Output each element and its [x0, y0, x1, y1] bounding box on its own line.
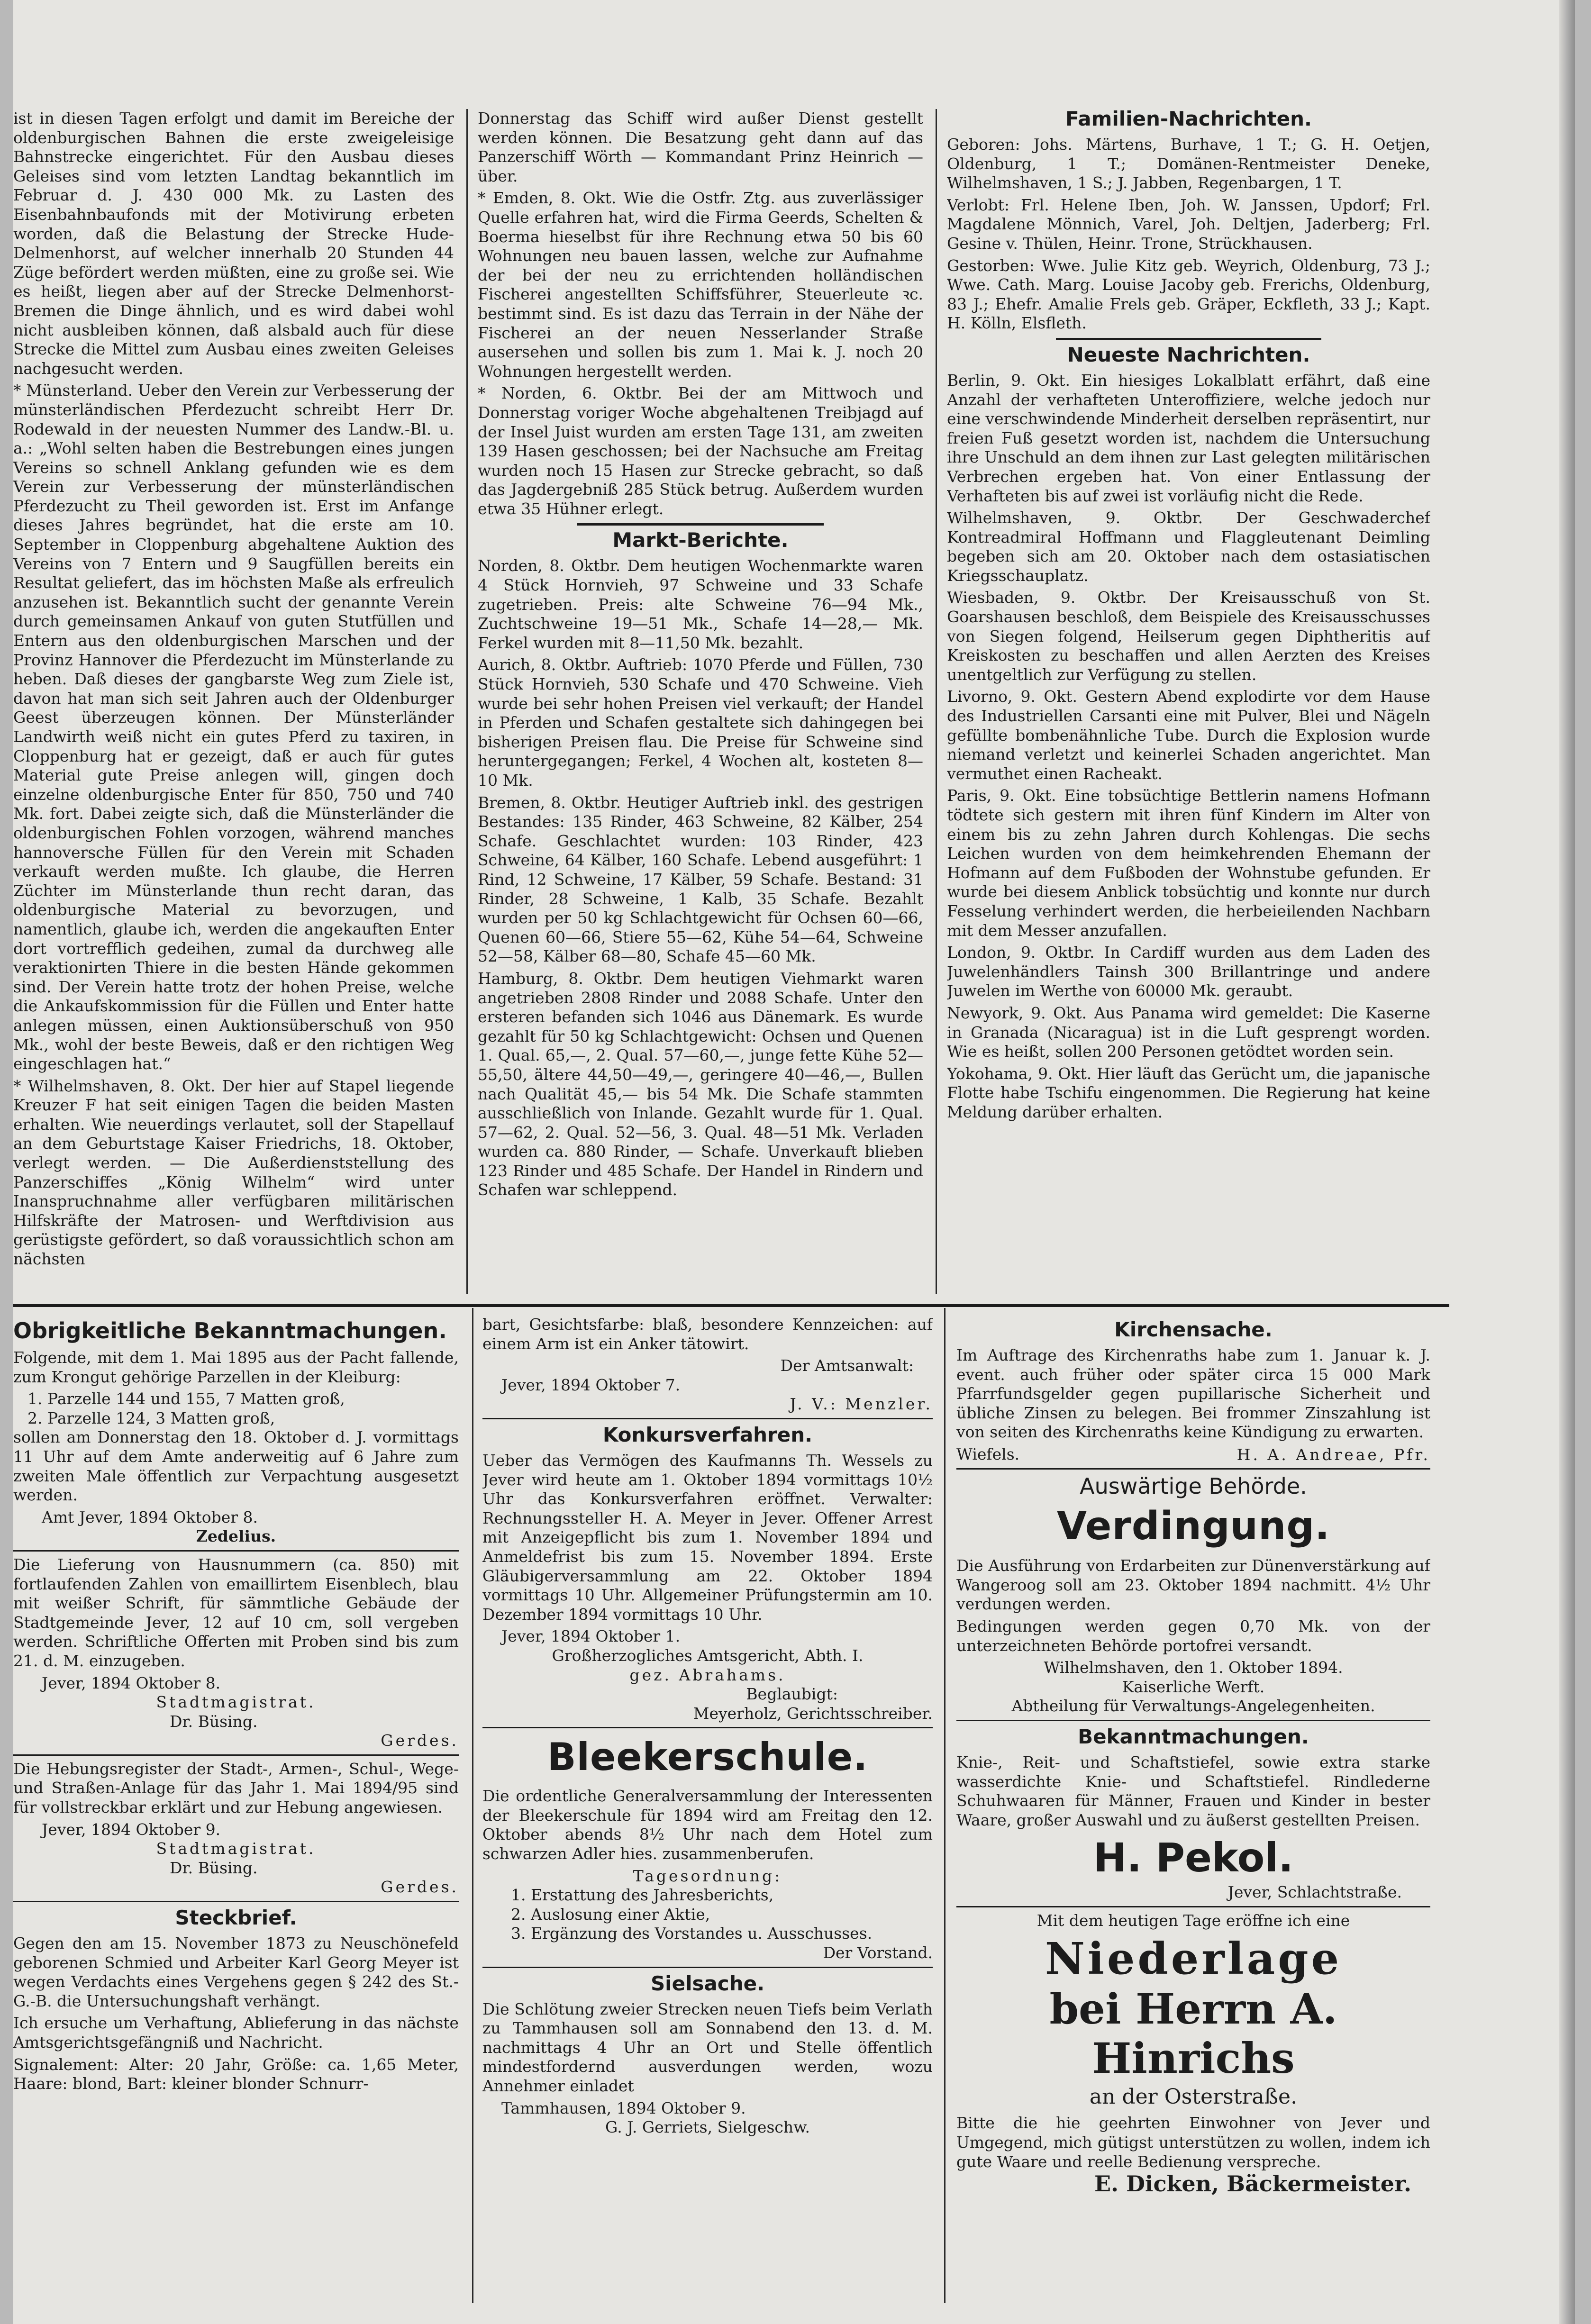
- ad-rule: [956, 1720, 1430, 1721]
- bekanntmachungen-heading: Bekanntmachungen.: [1078, 1725, 1309, 1748]
- sielsache-text: Die Schlötung zweier Strecken neuen Tiefs beim Verlath zu Tammhausen soll am Sonnabend den 13. d. M. nachmittags 4 Uhr an Ort und Stelle öffentlich mindestfordernd ausverdungen werden, wozu Annehmer einladet: [482, 1999, 933, 2095]
- tagesordnung-1: 1. Erstattung des Jahresberichts,: [511, 1886, 774, 1905]
- column-1: [13, 109, 454, 1294]
- column-divider: [936, 109, 937, 1294]
- gerdes-2: Gerdes.: [381, 1878, 459, 1897]
- ads-column-3: [956, 1315, 1430, 2310]
- ads-separator: [13, 1304, 1449, 1307]
- signature-menzler: J. V.: Menzler.: [790, 1395, 933, 1414]
- ad-rule: [482, 1418, 933, 1419]
- signature-abrahams: gez. Abrahams.: [629, 1665, 786, 1684]
- markt-berichte-heading: Markt-Berichte.: [612, 528, 789, 552]
- article-muensterland: * Münsterland. Ueber den Verein zur Verbesserung der münsterländischen Pferdezucht schreibt Herr Dr. Rodewald in der neuesten Nummer des Landw.-Bl. u. a.: „Wohl selten haben die Bestrebungen eines jungen Vereins so schnell Anklang gefunden wie es dem Verein zur Verbesserung der münsterländischen Pferdezucht zu Theil geworden ist. Erst im Anfange dieses Jahres begründet, hat die erste am 10. September in Cloppenburg abgehaltene Auktion des Vereins von 7 Entern und 9 Saugfüllen bereits ein Resultat geliefert, das im höchsten Maße als erfreulich anzusehen ist. Bekanntlich sucht der genannte Verein durch gemeinsamen Ankauf von guten Stutfüllen und Entern aus den oldenburgischen Marschen und der Provinz Hannover die Pferdezucht im Münsterlande zu heben. Daß dieses der gangbarste Weg zum Ziele ist, davon hat man sich seit Jahren auch der Oldenburger Geest überzeugen können. Der Münsterländer Landwirth weiß nicht ein gutes Pferd zu taxiren, in Cloppenburg hat er gezeigt, daß er auch für gutes Material gute Preise anlegen will, gingen doch einzelne oldenburgische Enter für 850, 750 und 740 Mk. fort. Dabei zeigte sich, daß die Münsterländer die oldenburgischen Fohlen vorzogen, während manches hannoversche Füllen für den Verein mit Schaden verkauft werden mußte. Ich glaube, die Herren Züchter im Münsterlande thun recht daran, das oldenburgische Material zu bevorzugen, und namentlich, glaube ich, werden die angekauften Enter dort vortrefflich gedeihen, zumal da durchweg alle veraktionirten Thiere in die besten Hände gekommen sind. Der Verein hatte trotz der hohen Preise, welche die Ankaufskommission für die Füllen und Enter hatte anlegen müssen, einen Auktionsüberschuß von 950 Mk., wohl der beste Beweis, daß er den richtigen Weg eingeschlagen hat.“: [13, 381, 454, 1073]
- article-emden: * Emden, 8. Okt. Wie die Ostfr. Ztg. aus zuverlässiger Quelle erfahren hat, wird die Firma Geerds, Schelten & Boerma hieselbst für ihre Rechnung etwa 50 bis 60 Wohnungen neu bauen lassen, welche zur Aufnahme der bei der neu zu errichtenden holländischen Fischerei angestellten Schiffsführer, Steuerleute ꝛc. bestimmt sind. Es ist dazu das Terrain in der Nähe der Fischerei an der neuen Nesserlander Straße ausersehen und sollen bis zum 1. Mai k. J. noch 20 Wohnungen hergestellt werden.: [478, 189, 923, 381]
- article-wilhelmshaven: * Wilhelmshaven, 8. Okt. Der hier auf Stapel liegende Kreuzer F hat seit einigen Tagen die beiden Masten erhalten. Wie neuerdings verlautet, soll der Stapellauf an dem Geburtstage Kaiser Friedrichs, 18. Oktober, verlegt werden. — Die Außerdienststellung des Panzerschiffes „König Wilhelm“ wird unter Inanspruchnahme aller verfügbaren militärischen Hilfskräfte der Matrosen- und Werftdivision aus gerüstigste gefördert, so daß voraussichtlich schon am nächsten: [13, 1076, 454, 1269]
- hinrichs-heading: bei Herrn A. Hinrichs: [1049, 1984, 1337, 2083]
- tagesordnung-label: Tagesordnung:: [633, 1866, 782, 1885]
- konkurs-heading: Konkursverfahren.: [602, 1423, 813, 1446]
- news-london: London, 9. Oktbr. In Cardiff wurden aus dem Laden des Juwelenhändlers Tainsh 300 Brillantringe und andere Juwelen im Werthe von 60000 Mk. geraubt.: [947, 943, 1430, 1000]
- verdingung-date: Wilhelmshaven, den 1. Oktober 1894.: [1044, 1658, 1343, 1677]
- steckbrief-cont: bart, Gesichtsfarbe: blaß, besondere Kennzeichen: auf einem Arm ist ein Anker tätowirt.: [482, 1315, 933, 1353]
- konkurs-date: Jever, 1894 Oktober 1.: [501, 1627, 681, 1646]
- ads-column-1: [13, 1315, 459, 2310]
- newspaper-page: [13, 0, 1575, 2324]
- steckbrief-text: Gegen den am 15. November 1873 zu Neuschönefeld geborenen Schmied und Arbeiter Karl Georg Meyer ist wegen Verdachts eines Vergehens gegen § 242 des St.-G.-B. die Untersuchungshaft verhängt.: [13, 1934, 459, 2010]
- konkurs-text: Ueber das Vermögen des Kaufmanns Th. Wessels zu Jever wird heute am 1. Oktober 1894 vormittags 10½ Uhr das Konkursverfahren eröffnet. Verwalter: Rechnungssteller H. A. Meyer in Jever. Offener Arrest mit Anzeigepflicht bis zum 1. November 1894 und Anmeldefrist bis zum 15. November 1894. Erste Gläubigerversammlung am 22. Oktober 1894 vormittags 10 Uhr. Allgemeiner Prüfungstermin am 10. Dezember 1894 vormittags 10 Uhr.: [482, 1451, 933, 1624]
- kirchensache-heading: Kirchensache.: [1114, 1318, 1273, 1341]
- news-newyork: Newyork, 9. Okt. Aus Panama wird gemeldet: Die Kaserne in Granada (Nicaragua) ist in die Luft gesprengt worden. Wie es heißt, sollen 200 Personen getödtet worden sein.: [947, 1003, 1430, 1061]
- ads-column-2: [482, 1315, 933, 2310]
- ad-rule: [956, 1468, 1430, 1470]
- signature-vorstand: Der Vorstand.: [823, 1943, 933, 1962]
- article-besatzung: Donnerstag das Schiff wird außer Dienst gestellt werden können. Die Besatzung geht dann auf das Panzerschiff Wörth — Kommandant Prinz Heinrich — über.: [478, 109, 923, 185]
- verdingung-text: Die Ausführung von Erdarbeiten zur Dünenverstärkung auf Wangeroog soll am 23. Oktober 1894 nachmitt. 4½ Uhr verdungen werden.: [956, 1556, 1430, 1614]
- hausnummern-date: Jever, 1894 Oktober 8.: [42, 1673, 221, 1692]
- parzellen-text: Folgende, mit dem 1. Mai 1895 aus der Pacht fallende, zum Krongut gehörige Parzellen in der Kleiburg:: [13, 1348, 459, 1386]
- amtsanwalt-label: Der Amtsanwalt:: [780, 1356, 914, 1375]
- familien-heading: Familien-Nachrichten.: [1065, 107, 1312, 130]
- ad-rule: [13, 1550, 459, 1552]
- ad-rule: [13, 1901, 459, 1902]
- bleekerschule-text: Die ordentliche Generalversammlung der Interessenten der Bleekerschule für 1894 wird am Freitag den 12. Oktober abends 8½ Uhr nach dem Hotel zum schwarzen Adler hies. zusammenberufen.: [482, 1787, 933, 1863]
- steckbrief-heading: Steckbrief.: [175, 1906, 297, 1930]
- niederlage-text: Bitte die hie geehrten Einwohner von Jever und Umgegend, mich gütigst unterstützen zu wollen, indem ich gute Waare und reelle Bedienung verspreche.: [956, 2114, 1430, 2171]
- parzellen-termin: sollen am Donnerstag den 18. Oktober d. J. vormittags 11 Uhr auf dem Amte anderweitig auf 6 Jahre zum zweiten Male öffentlich zur Verpachtung ausgesetzt werden.: [13, 1428, 459, 1505]
- kirchensache-text: Im Auftrage des Kirchenraths habe zum 1. Januar k. J. event. auch früher oder später circa 15 000 Mark Pfarrfundsgelder gegen pupillarische Sicherheit und übliche Zinsen zu belegen. Bei frommer Zinszahlung ist von seiten des Kirchenraths keine Kündigung zu erwarten.: [956, 1346, 1430, 1442]
- ad-rule: [956, 1906, 1430, 1907]
- ad-rule: [13, 1754, 459, 1756]
- niederlage-intro: Mit dem heutigen Tage eröffne ich eine: [1036, 1911, 1350, 1930]
- beglaubigt-label: Beglaubigt:: [746, 1685, 838, 1704]
- column-divider: [944, 1308, 946, 2303]
- pekol-name: H. Pekol.: [1093, 1834, 1293, 1881]
- news-wiesbaden: Wiesbaden, 9. Oktbr. Der Kreisausschuß von St. Goarshausen beschloß, dem Beispiele des Kreisausschusses von Siegen folgend, Heilserum gegen Diphtheritis auf Kreiskosten zu beschaffen und allen Aerzten des Kreises unentgeltlich zur Verfügung zu stellen.: [947, 588, 1430, 684]
- signature-dicken: E. Dicken, Bäckermeister.: [1094, 2171, 1411, 2197]
- signature-gerriets: G. J. Gerriets, Sielgeschw.: [605, 2118, 810, 2137]
- signature-zedelius: Zedelius.: [196, 1527, 276, 1546]
- buesing-2: Dr. Büsing.: [170, 1858, 258, 1877]
- hebungsregister-text: Die Hebungsregister der Stadt-, Armen-, Schul-, Wege- und Straßen-Anlage für das Jahr 1. Mai 1894/95 sind für vollstreckbar erklärt und zur Hebung angewiesen.: [13, 1759, 459, 1817]
- section-rule: [1056, 338, 1321, 340]
- markt-bremen: Bremen, 8. Oktbr. Heutiger Auftrieb inkl. des gestrigen Bestandes: 135 Rinder, 463 Schweine, 82 Kälber, 254 Schafe. Geschlachtet wurden: 103 Rinder, 423 Schweine, 64 Kälber, 160 Schafe. Lebend ausgeführt: 1 Rind, 12 Schweine, 17 Kälber, 59 Schafe. Bestand: 31 Rinder, 28 Schweine, 1 Kalb, 35 Schafe. Bezahlt wurden per 50 kg Schlachtgewicht für Ochsen 60—66, Quenen 60—66, Stiere 55—62, Kühe 54—64, Schweine 52—58, Kälber 68—80, Schafe 45—60 Mk.: [478, 793, 923, 966]
- sielsache-date: Tammhausen, 1894 Oktober 9.: [501, 2098, 746, 2117]
- page-edge: [1559, 0, 1575, 2324]
- amt-jever-date: Amt Jever, 1894 Oktober 8.: [42, 1507, 258, 1526]
- buesing-1: Dr. Büsing.: [170, 1712, 258, 1731]
- stiefel-text: Knie-, Reit- und Schaftstiefel, sowie extra starke wasserdichte Knie- und Schaftstiefel. Rindlederne Schuhwaaren für Männer, Frauen und Kinder in bester Waare, großer Auswahl und zu äußerst gestellten Preisen.: [956, 1752, 1430, 1829]
- sielsache-heading: Sielsache.: [650, 1971, 765, 1995]
- steckbrief-signalement: Signalement: Alter: 20 Jahr, Größe: ca. 1,65 Meter, Haare: blond, Bart: kleiner blonder Schnurr-: [13, 2055, 459, 2093]
- parzelle-1: 1. Parzelle 144 und 155, 7 Matten groß,: [27, 1389, 345, 1408]
- bleekerschule-heading: Bleekerschule.: [547, 1735, 868, 1779]
- signature-meyerholz: Meyerholz, Gerichtsschreiber.: [693, 1704, 933, 1723]
- news-livorno: Livorno, 9. Okt. Gestern Abend explodirte vor dem Hause des Industriellen Carsanti eine mit Pulver, Blei und Nägeln gefüllte bombenähnliche Tube. Durch die Explosion wurde niemand verletzt und keinerlei Schaden angerichtet. Man vermuthet einen Racheakt.: [947, 687, 1430, 783]
- news-paris: Paris, 9. Okt. Eine tobsüchtige Bettlerin namens Hofmann tödtete sich gestern mit ihren fünf Kindern im Alter von einem bis zu zehn Jahren durch Kohlengas. Die sechs Leichen wurden von dem heimkehrenden Ehemann der Hofmann auf dem Fußboden der Wohnstube gefunden. Er wurde bei diesem Anblick tobsüchtig und konnte nur durch Fesselung verhindert werden, die herbeieilenden Nachbarn mit dem Messer anzufallen.: [947, 786, 1430, 940]
- ad-rule: [482, 1967, 933, 1968]
- column-2: [478, 109, 923, 1294]
- steckbrief-ersuche: Ich ersuche um Verhaftung, Ablieferung in das nächste Amtsgerichtsgefängniß und Nachricht.: [13, 2014, 459, 2052]
- tagesordnung-3: 3. Ergänzung des Vorstandes u. Ausschusses.: [511, 1924, 873, 1943]
- steckbrief-date: Jever, 1894 Oktober 7.: [501, 1375, 681, 1394]
- neueste-heading: Neueste Nachrichten.: [1067, 343, 1310, 366]
- signature-andreae: H. A. Andreae, Pfr.: [1236, 1445, 1430, 1464]
- article-norden: * Norden, 6. Oktbr. Bei der am Mittwoch und Donnerstag voriger Woche abgehaltenen Treibjagd auf der Insel Juist wurden am ersten Tage 131, am zweiten 139 Hasen geschossen; bei der Nachsuche am Freitag wurden noch 15 Hasen zur Strecke gebracht, so daß das Jagdergebniß 285 Stück betrug. Außerdem wurden etwa 35 Hühner erlegt.: [478, 384, 923, 518]
- stadtmagistrat-2: Stadtmagistrat.: [156, 1839, 316, 1858]
- markt-hamburg: Hamburg, 8. Oktbr. Dem heutigen Viehmarkt waren angetrieben 2808 Rinder und 2088 Schafe. Unter den ersteren befanden sich 1046 aus Dänemark. Es wurde gezahlt für 50 kg Schlachtgewicht: Ochsen und Quenen 1. Qual. 65,—, 2. Qual. 57—60,—, junge fette Kühe 52—55,50, ältere 44,50—49,—, geringere 40—46,—, Bullen nach Qualität 45,— bis 54 Mk. Die Schafe stammten ausschließlich von Inlande. Gezahlt wurde für 1. Qual. 57—62, 2. Qual. 52—56, 3. Qual. 48—51 Mk. Verladen wurden ca. 880 Rinder, — Schafe. Unverkauft blieben 123 Rinder und 485 Schafe. Der Handel in Rindern und Schafen war schleppend.: [478, 969, 923, 1199]
- tagesordnung-2: 2. Auslosung einer Aktie,: [511, 1905, 710, 1924]
- abtheilung-label: Abtheilung für Verwaltungs-Angelegenheiten.: [1011, 1697, 1375, 1716]
- ad-rule: [482, 1727, 933, 1728]
- stadtmagistrat-1: Stadtmagistrat.: [156, 1693, 316, 1712]
- parzelle-2: 2. Parzelle 124, 3 Matten groß,: [27, 1408, 275, 1427]
- news-wilhelmshaven: Wilhelmshaven, 9. Oktbr. Der Geschwaderchef Kontreadmiral Hoffmann und Flaggleutenant Deimling begeben sich am 20. Oktober nach dem ostasiatischen Kriegsschauplatz.: [947, 508, 1430, 585]
- markt-aurich: Aurich, 8. Oktbr. Auftrieb: 1070 Pferde und Füllen, 730 Stück Hornvieh, 530 Schafe und 470 Schweine. Vieh wurde bei sehr hohen Preisen viel verkauft; der Handel in Pferden und Schafen gestaltete sich dahingegen bei bisherigen Preisen flau. Die Preise für Schweine sind heruntergegangen; Ferkel, 4 Wochen alt, kosteten 8—10 Mk.: [478, 655, 923, 790]
- verdingung-bedingungen: Bedingungen werden gegen 0,70 Mk. von der unterzeichneten Behörde portofrei versandt.: [956, 1616, 1430, 1655]
- familien-gestorben: Gestorben: Wwe. Julie Kitz geb. Weyrich, Oldenburg, 73 J.; Wwe. Cath. Marg. Louise Jacoby geb. Frerichs, Oldenburg, 83 J.; Ehefr. Amalie Frels geb. Gräper, Eckfleth, 33 J.; Kapt. H. Kölln, Elsfleth.: [947, 256, 1430, 333]
- gerdes-1: Gerdes.: [381, 1731, 459, 1750]
- kirchensache-place: Wiefels.: [956, 1444, 1020, 1463]
- obrigkeitliche-heading: Obrigkeitliche Bekanntmachungen.: [13, 1318, 447, 1344]
- kaiserliche-werft: Kaiserliche Werft.: [1122, 1677, 1265, 1696]
- hausnummern-text: Die Lieferung von Hausnummern (ca. 850) mit fortlaufenden Zahlen von emaillirtem Eisenblech, blau mit weißer Schrift, für sämmtliche Gebäude der Stadtgemeinde Jever, 12 auf 10 cm, soll vergeben werden. Schriftliche Offerten mit Proben sind bis zum 21. d. M. einzugeben.: [13, 1555, 459, 1670]
- amtsgericht-label: Großherzogliches Amtsgericht, Abth. I.: [552, 1646, 864, 1665]
- article-bahn: ist in diesen Tagen erfolgt und damit im Bereiche der oldenburgischen Bahnen die erste zweigeleisige Bahnstrecke eingerichtet. Für den Ausbau dieses Geleises sind vom letzten Landtag bekanntlich im Februar d. J. 430 000 Mk. zu Lasten des Eisenbahnbaufonds mit der Motivirung erbeten worden, daß die Belastung der Strecke Hude-Delmenhorst, auf welcher innerhalb 20 Stunden 44 Züge befördert werden müßten, eine zu große sei. Wie es heißt, liegen aber auf der Strecke Delmenhorst-Bremen die Dinge ähnlich, und es wird dabei wohl nicht ausbleiben können, daß alsbald auch für diese Strecke die Mittel zum Ausbau eines zweiten Geleises nachgesucht werden.: [13, 109, 454, 378]
- hebungsregister-date: Jever, 1894 Oktober 9.: [42, 1820, 221, 1839]
- osterstrasse-label: an der Osterstraße.: [1089, 2085, 1298, 2109]
- markt-norden: Norden, 8. Oktbr. Dem heutigen Wochenmarkte waren 4 Stück Hornvieh, 97 Schweine und 33 Schafe zugetrieben. Preis: alte Schweine 76—94 Mk., Zuchtschweine 19—51 Mk., Schafe 14—28,— Mk. Ferkel wurden mit 8—11,50 Mk. bezahlt.: [478, 556, 923, 652]
- familien-verlobt: Verlobt: Frl. Helene Iben, Joh. W. Janssen, Updorf; Frl. Magdalene Mönnich, Varel, Joh. Deltjen, Jaderberg; Frl. Gesine v. Thülen, Heinr. Trone, Strückhausen.: [947, 195, 1430, 253]
- pekol-address: Jever, Schlachtstraße.: [1227, 1883, 1402, 1902]
- news-yokohama: Yokohama, 9. Okt. Hier läuft das Gerücht um, die japanische Flotte habe Tschifu eingenommen. Die Regierung hat keine Meldung darüber erhalten.: [947, 1064, 1430, 1121]
- column-divider: [466, 109, 468, 1294]
- news-berlin: Berlin, 9. Okt. Ein hiesiges Lokalblatt erfährt, daß eine Anzahl der verhafteten Unteroffiziere, welche jedoch nur eine verschwindende Minderheit derselben repräsentirt, nur freien Fuß gesetzt worden ist, nachdem die Untersuchung ihre Unschuld an dem ihnen zur Last gelegten militärischen Verbrechen ergeben hat. Von einer Entlassung der Verhafteten bis auf zwei ist vorläufig nicht die Rede.: [947, 371, 1430, 505]
- auswaertige-heading: Auswärtige Behörde.: [1080, 1473, 1307, 1499]
- section-rule: [577, 523, 824, 526]
- column-3: [947, 104, 1430, 1294]
- familien-geboren: Geboren: Johs. Märtens, Burhave, 1 T.; G. H. Oetjen, Oldenburg, 1 T.; Domänen-Rentmeister Deneke, Wilhelmshaven, 1 S.; J. Jabben, Regenbargen, 1 T.: [947, 135, 1430, 192]
- niederlage-heading: Niederlage: [1045, 1933, 1342, 1985]
- verdingung-heading: Verdingung.: [1056, 1504, 1330, 1549]
- column-divider: [472, 1308, 473, 2303]
